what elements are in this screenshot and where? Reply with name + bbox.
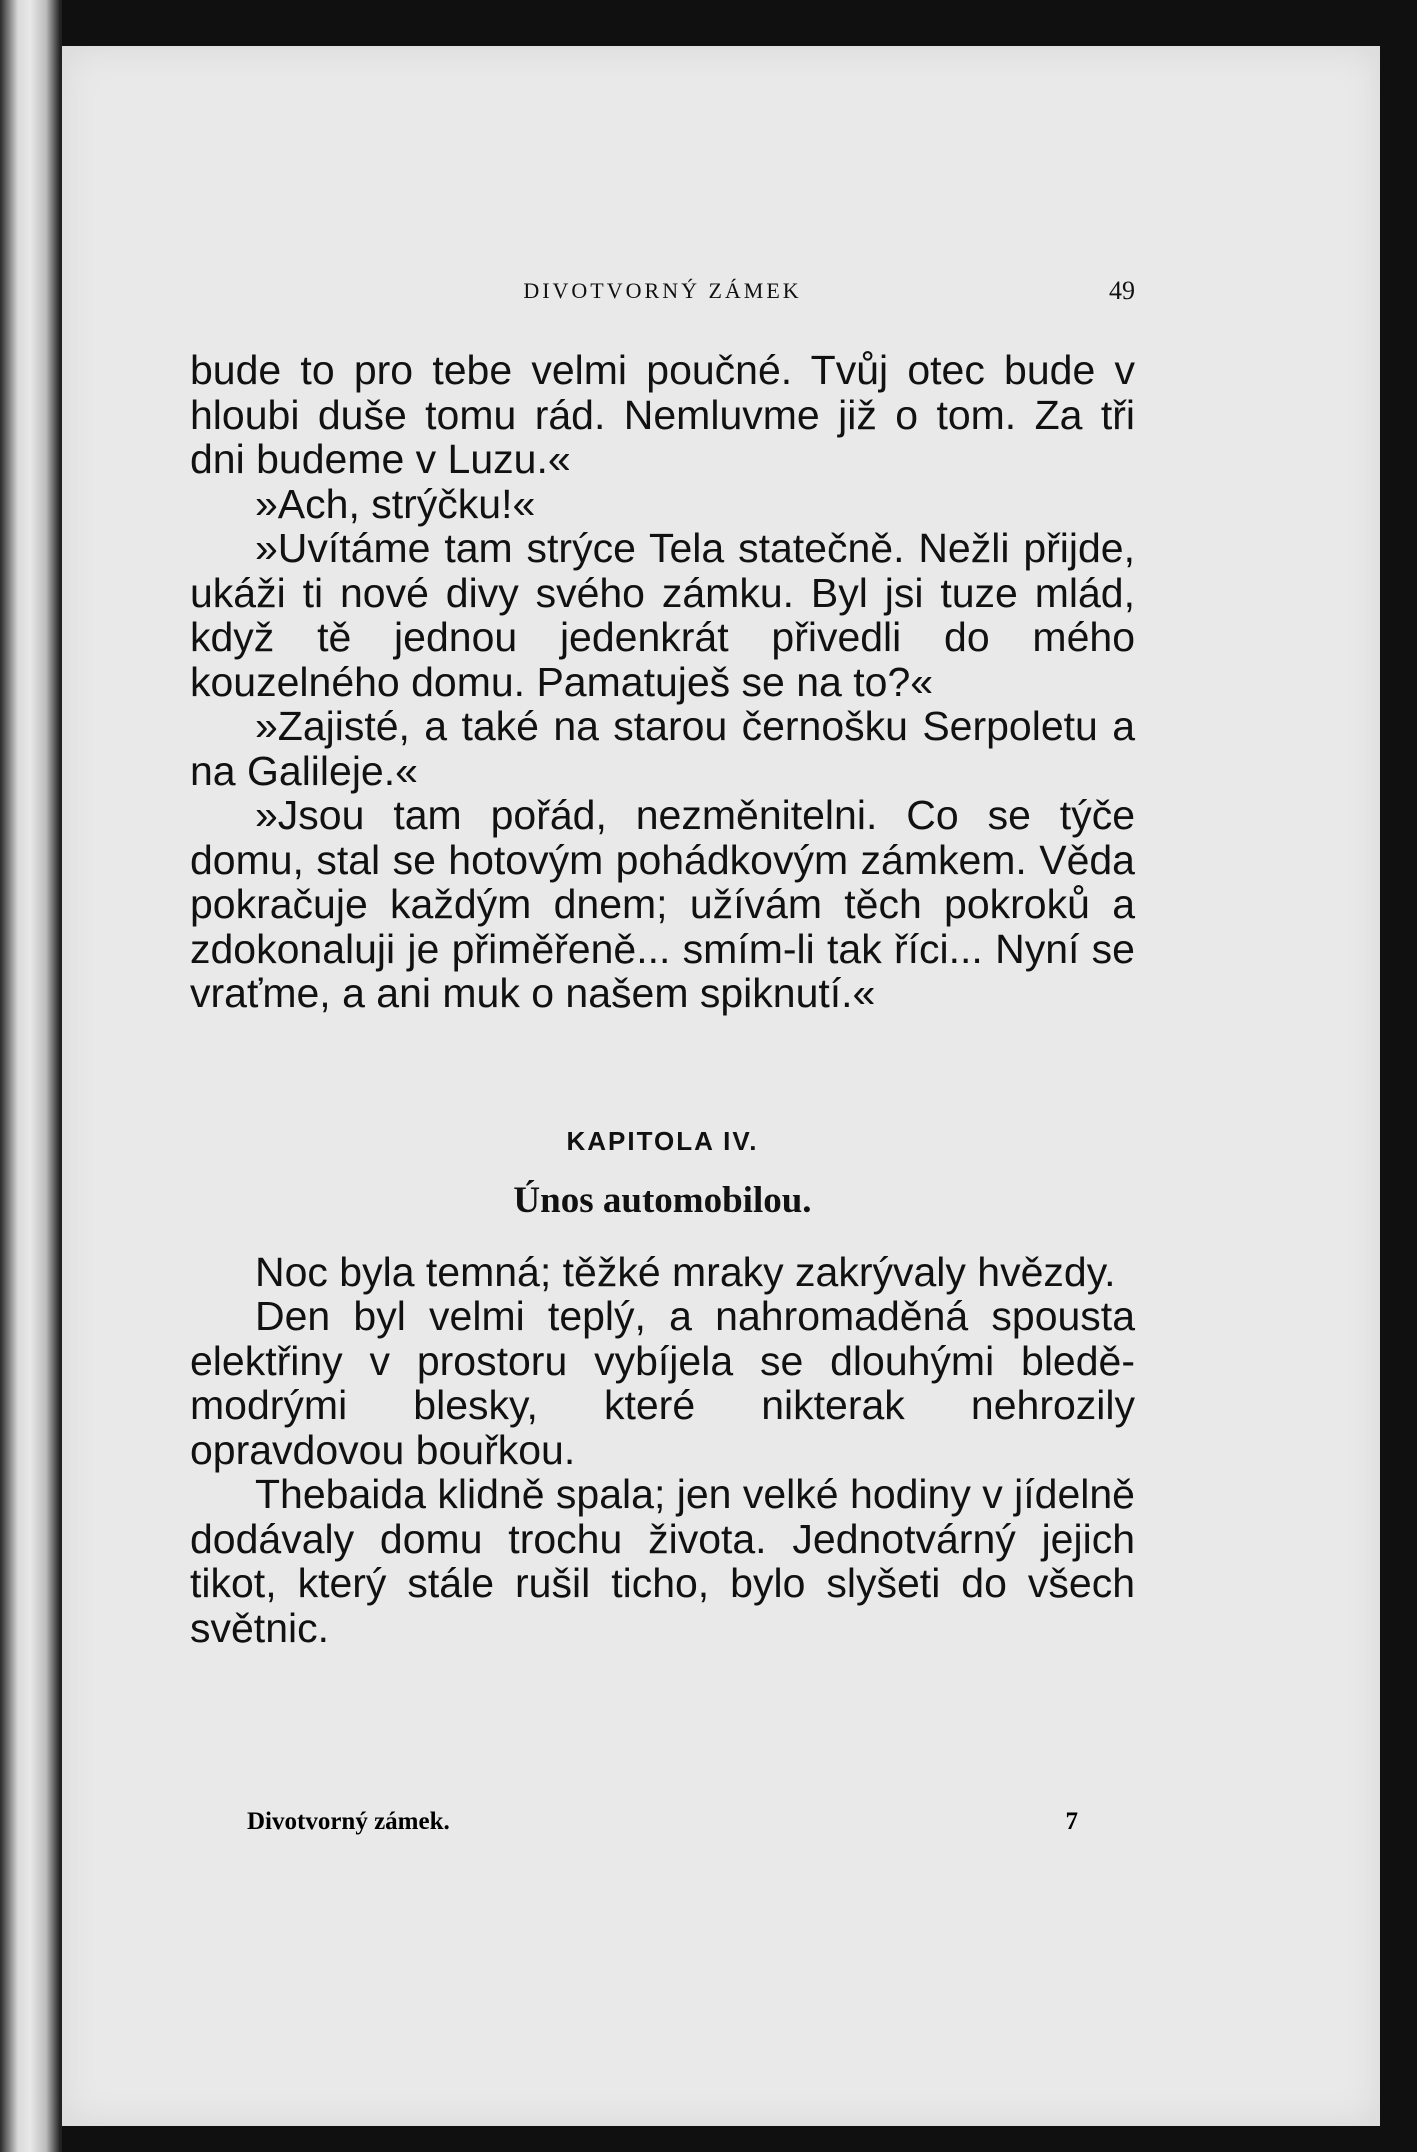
paragraph: »Uvítáme tam strýce Tela statečně. Nežli přijde, ukáži ti nové divy svého zámku. Byl jsi tuze mlád, když tě jednou jedenkrát přivedli do mého kouzelného domu. Pamatuješ se na to?«: [190, 525, 1135, 705]
paragraph: Thebaida klidně spala; jen velké hodiny v jídelně dodávaly domu trochu života. Jednotvárný jejich tikot, který stále rušil ticho, bylo slyšeti do všech světnic.: [190, 1471, 1135, 1651]
paragraph: Den byl velmi teplý, a nahromaděná spousta elektřiny v prostoru vybíjela se dlouhými bledě-modrými blesky, které nikterak nehrozily opravdovou bouřkou.: [190, 1293, 1135, 1473]
chapter-label: KAPITOLA IV.: [566, 1125, 759, 1156]
book-binding-edge: [0, 0, 62, 2152]
book-page: [62, 46, 1380, 2126]
body-text: [190, 348, 1135, 1016]
paragraph: Noc byla temná; těžké mraky zakrývaly hvězdy.: [255, 1248, 1116, 1295]
paragraph: bude to pro tebe velmi poučné. Tvůj otec bude v hloubi duše tomu rád. Nemluvme již o tom. Za tři dni budeme v Luzu.«: [190, 347, 1135, 482]
running-header: [190, 246, 1135, 305]
running-header-title: DIVOTVORNÝ ZÁMEK: [523, 278, 802, 303]
page-number: 49: [1109, 276, 1135, 305]
chapter-title: Únos automobilou.: [513, 1179, 812, 1221]
footer-book-title: Divotvorný zámek.: [247, 1808, 450, 1835]
page-text-block: [190, 246, 1135, 1650]
paragraph: »Ach, strýčku!«: [255, 480, 536, 527]
paragraph: »Jsou tam pořád, nezměnitelni. Co se týče domu, stal se hotovým pohádkovým zámkem. Věda pokračuje každým dnem; užívám těch pokroků a zdokonaluji je přiměřeně... smím-li tak říci... Nyní se vraťme, a ani muk o našem spiknutí.«: [190, 792, 1135, 1016]
chapter-body-text: [190, 1250, 1135, 1651]
footer-signature-mark: 7: [1065, 1808, 1078, 1835]
paragraph: »Zajisté, a také na starou černošku Serpoletu a na Galileje.«: [190, 703, 1135, 794]
